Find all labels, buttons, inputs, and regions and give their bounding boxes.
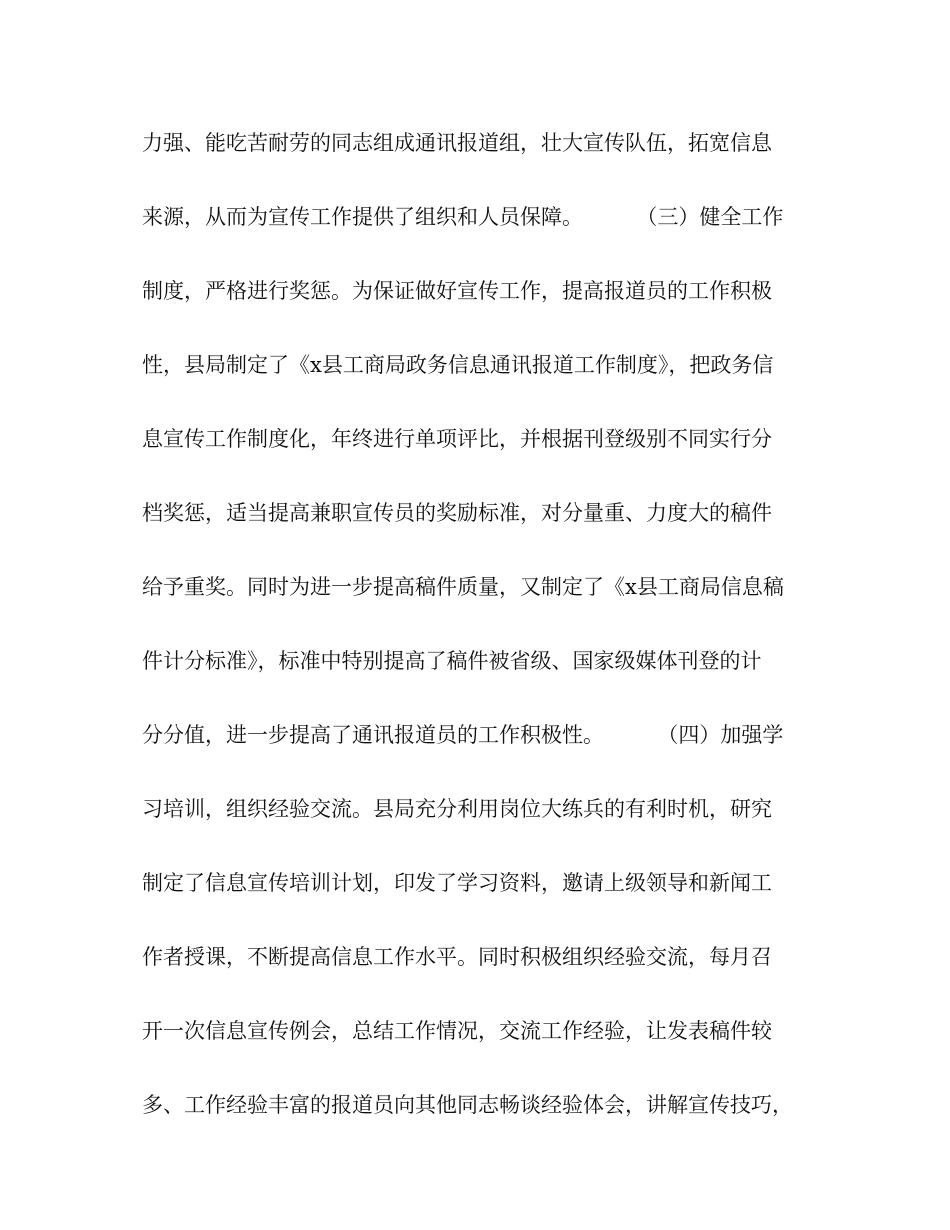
- body-text: [142, 124, 822, 1160]
- text-line: 息宣传工作制度化，年终进行单项评比，并根据刊登级别不同实行分: [142, 427, 772, 451]
- text-line: 性，县局制定了《x县工商局政务信息通讯报道工作制度》，把政务信: [142, 353, 774, 377]
- text-line: 制度，严格进行奖惩。为保证做好宣传工作，提高报道员的工作积极: [142, 279, 772, 303]
- text-line: 开一次信息宣传例会，总结工作情况，交流工作经验，让发表稿件较: [142, 1019, 772, 1043]
- text-line: 作者授课，不断提高信息工作水平。同时积极组织经验交流，每月召: [142, 945, 772, 969]
- text-line: 多、工作经验丰富的报道员向其他同志畅谈经验体会，讲解宣传技巧，: [142, 1093, 793, 1117]
- text-line: 档奖惩，适当提高兼职宣传员的奖励标准，对分量重、力度大的稿件: [142, 501, 772, 525]
- text-line: 件计分标准》，标准中特别提高了稿件被省级、国家级媒体刊登的计: [142, 649, 762, 673]
- text-line: 分分值，进一步提高了通讯报道员的工作积极性。 （四）加强学: [142, 723, 784, 747]
- text-line: 习培训，组织经验交流。县局充分利用岗位大练兵的有利时机，研究: [142, 797, 772, 821]
- text-line: 力强、能吃苦耐劳的同志组成通讯报道组，壮大宣传队伍，拓宽信息: [142, 131, 772, 155]
- text-line: 给予重奖。同时为进一步提高稿件质量，又制定了《x县工商局信息稿: [142, 575, 784, 599]
- text-line: 来源，从而为宣传工作提供了组织和人员保障。 （三）健全工作: [142, 205, 784, 229]
- text-line: 制定了信息宣传培训计划，印发了学习资料，邀请上级领导和新闻工: [142, 871, 772, 895]
